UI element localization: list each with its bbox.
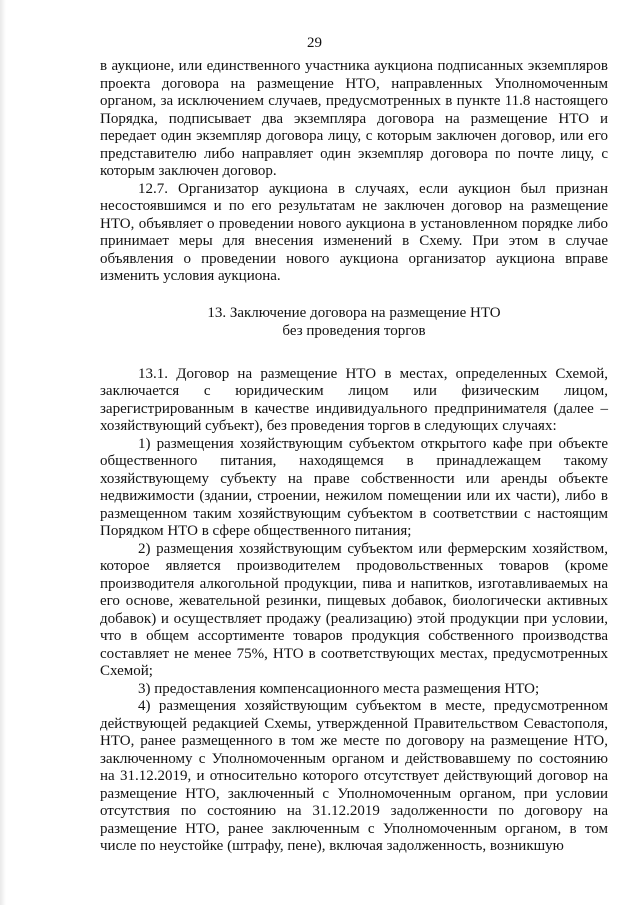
- section-heading-line2: без проведения торгов: [282, 322, 426, 339]
- paragraph-13-1: 13.1. Договор на размещение НТО в местах, определенных Схемой, заключается с юридическим лицом или физическим лицом, зарегистрированным в качестве индивидуального предпринимателя (далее – хозяйствующий субъект), без проведения торгов в следующих случаях:: [100, 365, 608, 434]
- list-item-1: 1) размещения хозяйствующим субъектом открытого кафе при объекте общественного питания, находящемся в принадлежащем такому хозяйствующему субъекту на праве собственности или аренды объекте недвижимости (здании, строении, нежилом помещении или их части), либо в размещенном таким хозяйствующим субъектом в соответствии с настоящим Порядком НТО в сфере общественного питания;: [100, 435, 608, 539]
- document-body: [100, 58, 608, 856]
- section-heading: [100, 304, 608, 340]
- list-item-4: 4) размещения хозяйствующим субъектом в месте, предусмотренном действующей редакцией Схемы, утвержденной Правительством Севастополя, НТО, ранее размещенного в том же месте по договору на размещение НТО, заключенному с Уполномоченным органом и действовавшему по состоянию на 31.12.2019, и относительно которого отсутствует действующий договор на размещение НТО, заключенный с Уполномоченным органом, при условии отсутствия по состоянию на 31.12.2019 задолженности по договору на размещение НТО, ранее заключенным с Уполномоченным органом, в том числе по неустойке (штрафу, пене), включая задолженность, возникшую: [100, 698, 608, 854]
- paragraph-continuation: в аукционе, или единственного участника аукциона подписанных экземпляров проекта договора на размещение НТО, направленных Уполномоченным органом, за исключением случаев, предусмотренных в пункте 11.8 настоящего Порядка, подписывает два экземпляра договора на размещение НТО и передает один экземпляр договора лицу, с которым заключен договор, или его представителю либо направляет один экземпляр договора по почте лицу, с которым заключен договор.: [100, 58, 608, 179]
- scan-edge-shadow: [0, 0, 6, 905]
- paragraph-12-7: 12.7. Организатор аукциона в случаях, если аукцион был признан несостоявшимся и по его результатам не заключен договор на размещение НТО, объявляет о проведении нового аукциона в установленном порядке либо принимает меры для внесения изменений в Схему. При этом в случае объявления о проведении нового аукциона организатор аукциона вправе изменить условия аукциона.: [100, 180, 608, 284]
- section-heading-line1: 13. Заключение договора на размещение НТО: [207, 304, 501, 321]
- list-item-3: 3) предоставления компенсационного места размещения НТО;: [138, 680, 540, 697]
- list-item-2: 2) размещения хозяйствующим субъектом или фермерским хозяйством, которое является производителем продовольственных товаров (кроме производителя алкогольной продукции, пива и напитков, изготавливаемых на его основе, жевательной резинки, пищевых добавок, биологически активных добавок) и осуществляет продажу (реализацию) этой продукции при условии, что в общем ассортименте товаров продукция собственного производства составляет не менее 75%, НТО в соответствующих местах, предусмотренных Схемой;: [100, 540, 608, 679]
- page-number: 29: [307, 35, 322, 51]
